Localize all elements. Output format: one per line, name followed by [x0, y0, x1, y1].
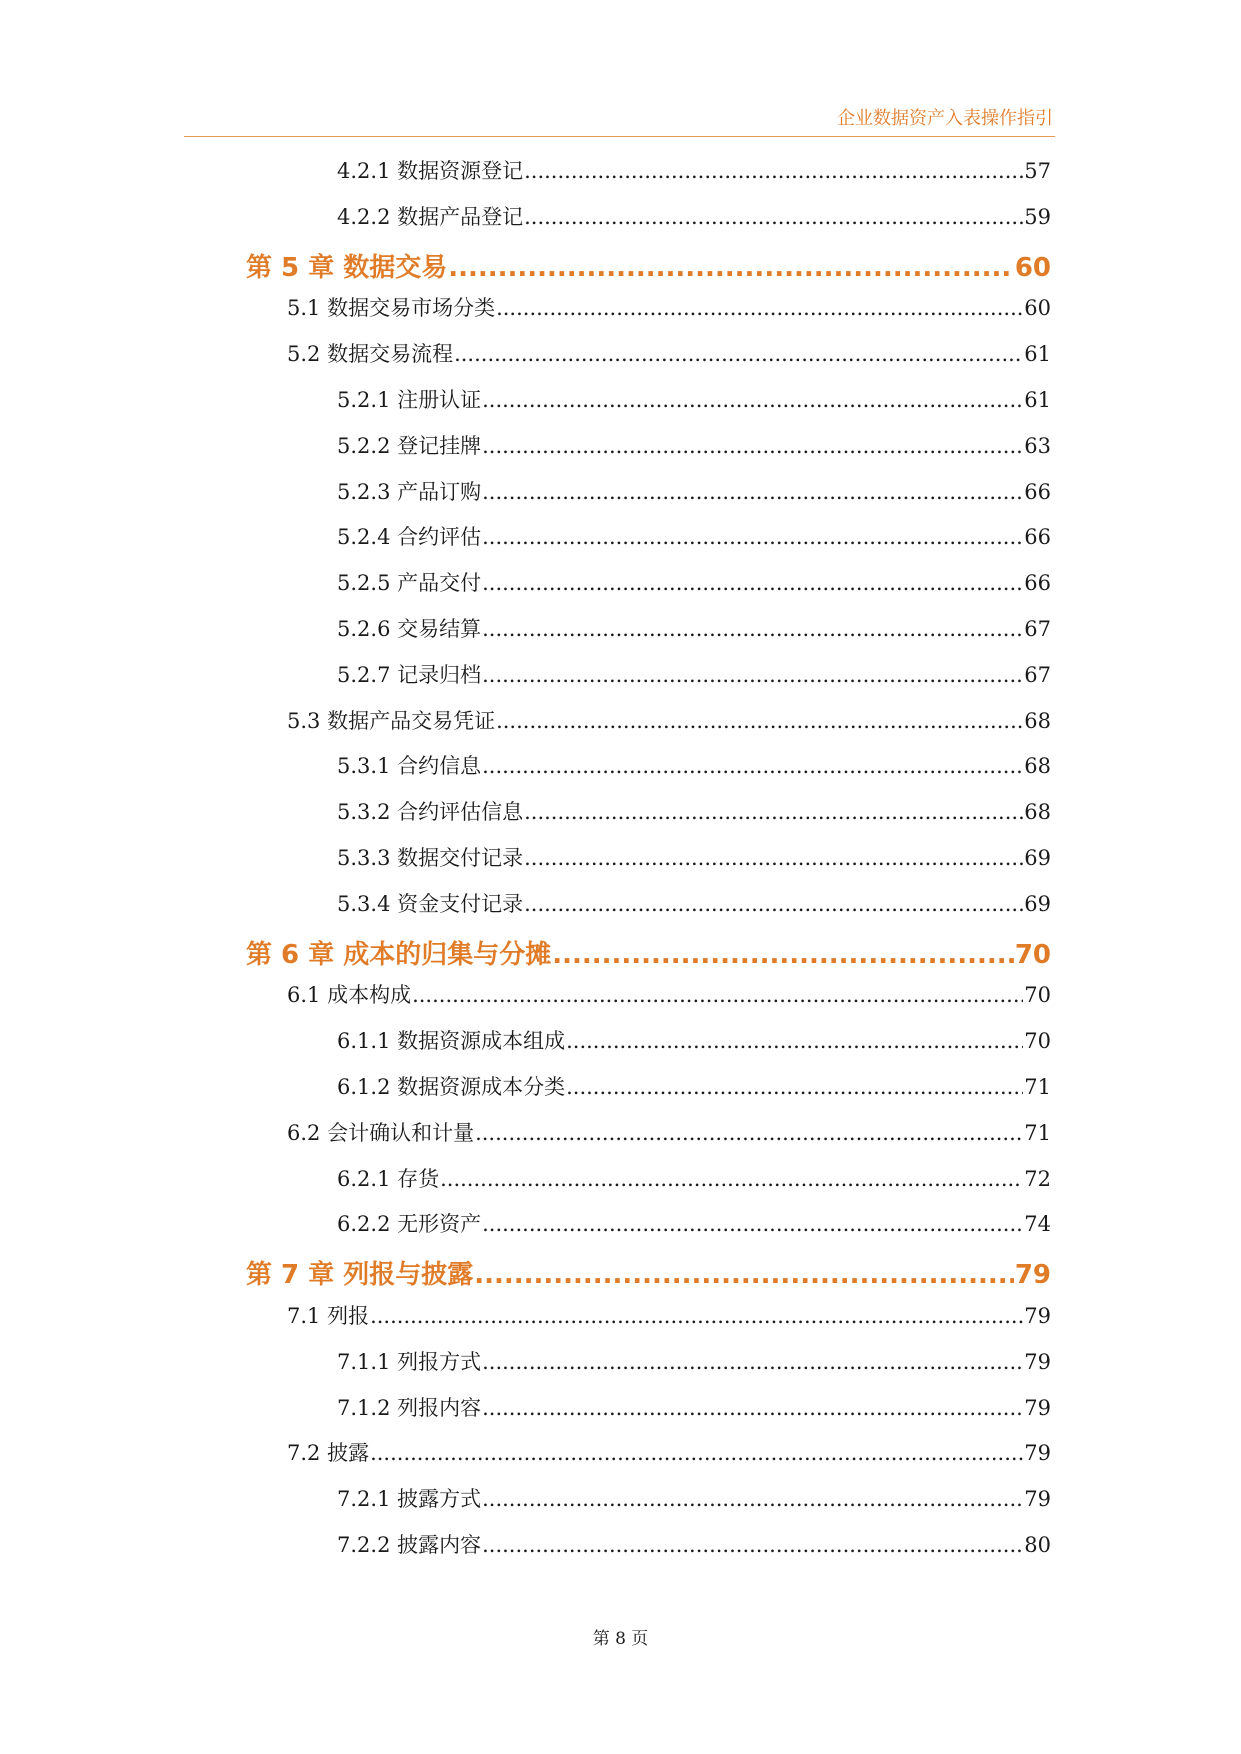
toc-entry-subsection[interactable] [337, 1071, 1051, 1101]
toc-entry-section[interactable] [287, 1437, 1051, 1467]
toc-dot-leader [482, 617, 1023, 641]
toc-dot-leader [482, 480, 1023, 504]
toc-entry-subsection[interactable] [337, 842, 1051, 872]
toc-dot-leader [482, 525, 1023, 549]
toc-entry-subsection[interactable] [337, 1025, 1051, 1055]
toc-entry-label: 第 7 章 列报与披露 [246, 1260, 474, 1291]
toc-dot-leader [482, 388, 1023, 412]
toc-entry-page-number: 79 [1024, 1441, 1051, 1466]
toc-entry-subsection[interactable] [337, 888, 1051, 918]
toc-entry-page-number: 67 [1024, 662, 1051, 687]
toc-dot-leader [370, 1304, 1023, 1328]
toc-entry-label: 6.1.2 数据资源成本分类 [337, 1075, 566, 1099]
toc-entry-page-number: 72 [1024, 1166, 1051, 1191]
toc-entry-label: 5.2.3 产品订购 [337, 479, 482, 504]
toc-entry-page-number: 67 [1024, 617, 1051, 641]
toc-entry-section[interactable] [287, 338, 1051, 368]
toc-entry-page-number: 80 [1024, 1533, 1051, 1557]
toc-entry-subsection[interactable] [337, 1529, 1051, 1559]
toc-entry-label: 5.2.2 登记挂牌 [337, 433, 482, 458]
toc-dot-leader [524, 846, 1023, 870]
toc-entry-subsection[interactable] [337, 796, 1051, 826]
toc-dot-leader [454, 342, 1023, 366]
toc-entry-page-number: 63 [1024, 433, 1051, 458]
toc-entry-label: 5.3.3 数据交付记录 [337, 846, 524, 870]
toc-entry-label: 7.2 披露 [287, 1441, 370, 1466]
toc-entry-label: 6.1.1 数据资源成本组成 [337, 1029, 566, 1054]
toc-entry-subsection[interactable] [337, 659, 1051, 689]
toc-entry-page-number: 74 [1024, 1212, 1051, 1237]
toc-entry-page-number: 71 [1024, 1075, 1051, 1099]
toc-dot-leader [482, 663, 1023, 687]
toc-entry-label: 第 5 章 数据交易 [246, 252, 448, 283]
page-number-footer: 第 8 页 [592, 1629, 649, 1649]
toc-entry-section[interactable] [287, 705, 1051, 735]
toc-dot-leader [524, 800, 1023, 824]
toc-entry-label: 4.2.1 数据资源登记 [337, 159, 524, 183]
toc-entry-section[interactable] [287, 292, 1051, 322]
toc-entry-page-number: 57 [1024, 159, 1051, 183]
toc-entry-page-number: 70 [1024, 983, 1051, 1008]
toc-entry-subsection[interactable] [337, 521, 1051, 551]
toc-entry-subsection[interactable] [337, 1392, 1051, 1422]
toc-entry-page-number: 61 [1024, 388, 1051, 412]
toc-entry-page-number: 79 [1014, 1260, 1051, 1291]
toc-entry-label: 6.2 会计确认和计量 [287, 1120, 475, 1145]
toc-dot-leader [482, 571, 1023, 595]
toc-entry-subsection[interactable] [337, 1346, 1051, 1376]
toc-dot-leader [482, 754, 1023, 778]
toc-dot-leader [524, 892, 1023, 916]
toc-entry-section[interactable] [287, 979, 1051, 1009]
toc-entry-chapter[interactable] [246, 1254, 1051, 1291]
toc-entry-label: 6.1 成本构成 [287, 983, 412, 1008]
toc-entry-label: 7.2.1 披露方式 [337, 1487, 482, 1512]
toc-entry-page-number: 60 [1024, 296, 1051, 321]
toc-entry-label: 5.2.4 合约评估 [337, 525, 482, 550]
toc-dot-leader [496, 296, 1023, 320]
toc-dot-leader [566, 1029, 1023, 1053]
toc-entry-label: 5.3.4 资金支付记录 [337, 891, 524, 916]
toc-entry-label: 5.3.2 合约评估信息 [337, 800, 524, 825]
toc-entry-page-number: 66 [1024, 571, 1051, 596]
toc-dot-leader [448, 253, 1014, 283]
toc-entry-subsection[interactable] [337, 384, 1051, 414]
toc-entry-label: 7.1 列报 [287, 1304, 370, 1328]
toc-entry-page-number: 71 [1024, 1120, 1051, 1145]
toc-dot-leader [482, 1487, 1023, 1511]
toc-entry-page-number: 60 [1014, 252, 1051, 283]
toc-entry-page-number: 69 [1024, 891, 1051, 916]
toc-dot-leader [482, 1533, 1023, 1557]
toc-dot-leader [474, 1260, 1014, 1290]
toc-entry-chapter[interactable] [246, 934, 1051, 971]
toc-entry-subsection[interactable] [337, 155, 1051, 185]
toc-entry-label: 5.2 数据交易流程 [287, 342, 454, 367]
toc-entry-subsection[interactable] [337, 201, 1051, 231]
toc-dot-leader [370, 1441, 1023, 1465]
toc-entry-page-number: 79 [1024, 1395, 1051, 1420]
toc-entry-label: 7.1.2 列报内容 [337, 1395, 482, 1420]
toc-entry-subsection[interactable] [337, 430, 1051, 460]
toc-entry-chapter[interactable] [246, 247, 1051, 284]
toc-entry-subsection[interactable] [337, 1483, 1051, 1513]
toc-entry-label: 第 6 章 成本的归集与分摊 [246, 939, 552, 970]
toc-entry-label: 7.1.1 列报方式 [337, 1349, 482, 1374]
toc-dot-leader [475, 1121, 1023, 1145]
toc-entry-page-number: 79 [1024, 1487, 1051, 1512]
toc-dot-leader [552, 940, 1014, 970]
toc-entry-subsection[interactable] [337, 613, 1051, 643]
toc-entry-subsection[interactable] [337, 567, 1051, 597]
toc-dot-leader [566, 1075, 1023, 1099]
toc-entry-label: 5.3 数据产品交易凭证 [287, 708, 496, 733]
toc-entry-section[interactable] [287, 1300, 1051, 1330]
header-divider [184, 136, 1055, 137]
toc-entry-page-number: 68 [1024, 754, 1051, 779]
toc-entry-label: 7.2.2 披露内容 [337, 1533, 482, 1557]
toc-entry-label: 5.3.1 合约信息 [337, 754, 482, 779]
toc-dot-leader [482, 1350, 1023, 1374]
toc-entry-label: 4.2.2 数据产品登记 [337, 204, 524, 229]
toc-dot-leader [482, 1212, 1023, 1236]
toc-entry-page-number: 70 [1024, 1029, 1051, 1054]
toc-dot-leader [524, 205, 1023, 229]
toc-entry-page-number: 69 [1024, 846, 1051, 870]
toc-entry-page-number: 61 [1024, 342, 1051, 367]
toc-entry-page-number: 79 [1024, 1349, 1051, 1374]
toc-dot-leader [496, 709, 1023, 733]
toc-entry-subsection[interactable] [337, 476, 1051, 506]
toc-entry-page-number: 59 [1024, 204, 1051, 229]
toc-entry-page-number: 66 [1024, 525, 1051, 550]
toc-entry-label: 5.2.7 记录归档 [337, 662, 482, 687]
toc-dot-leader [440, 1167, 1023, 1191]
toc-entry-section[interactable] [287, 1117, 1051, 1147]
page-header-title: 企业数据资产入表操作指引 [837, 108, 1053, 129]
toc-entry-label: 6.2.1 存货 [337, 1166, 440, 1191]
toc-entry-page-number: 68 [1024, 800, 1051, 825]
toc-dot-leader [482, 434, 1023, 458]
toc-entry-label: 5.2.1 注册认证 [337, 388, 482, 412]
toc-entry-subsection[interactable] [337, 1163, 1051, 1193]
toc-dot-leader [524, 159, 1023, 183]
toc-dot-leader [482, 1396, 1023, 1420]
toc-entry-label: 6.2.2 无形资产 [337, 1212, 482, 1237]
toc-entry-subsection[interactable] [337, 750, 1051, 780]
toc-entry-page-number: 66 [1024, 479, 1051, 504]
toc-entry-label: 5.2.6 交易结算 [337, 617, 482, 641]
toc-entry-page-number: 79 [1024, 1304, 1051, 1328]
toc-entry-label: 5.1 数据交易市场分类 [287, 296, 496, 321]
toc-dot-leader [412, 983, 1023, 1007]
toc-entry-page-number: 70 [1014, 939, 1051, 970]
toc-entry-label: 5.2.5 产品交付 [337, 571, 482, 596]
toc-entry-subsection[interactable] [337, 1208, 1051, 1238]
toc-entry-page-number: 68 [1024, 708, 1051, 733]
